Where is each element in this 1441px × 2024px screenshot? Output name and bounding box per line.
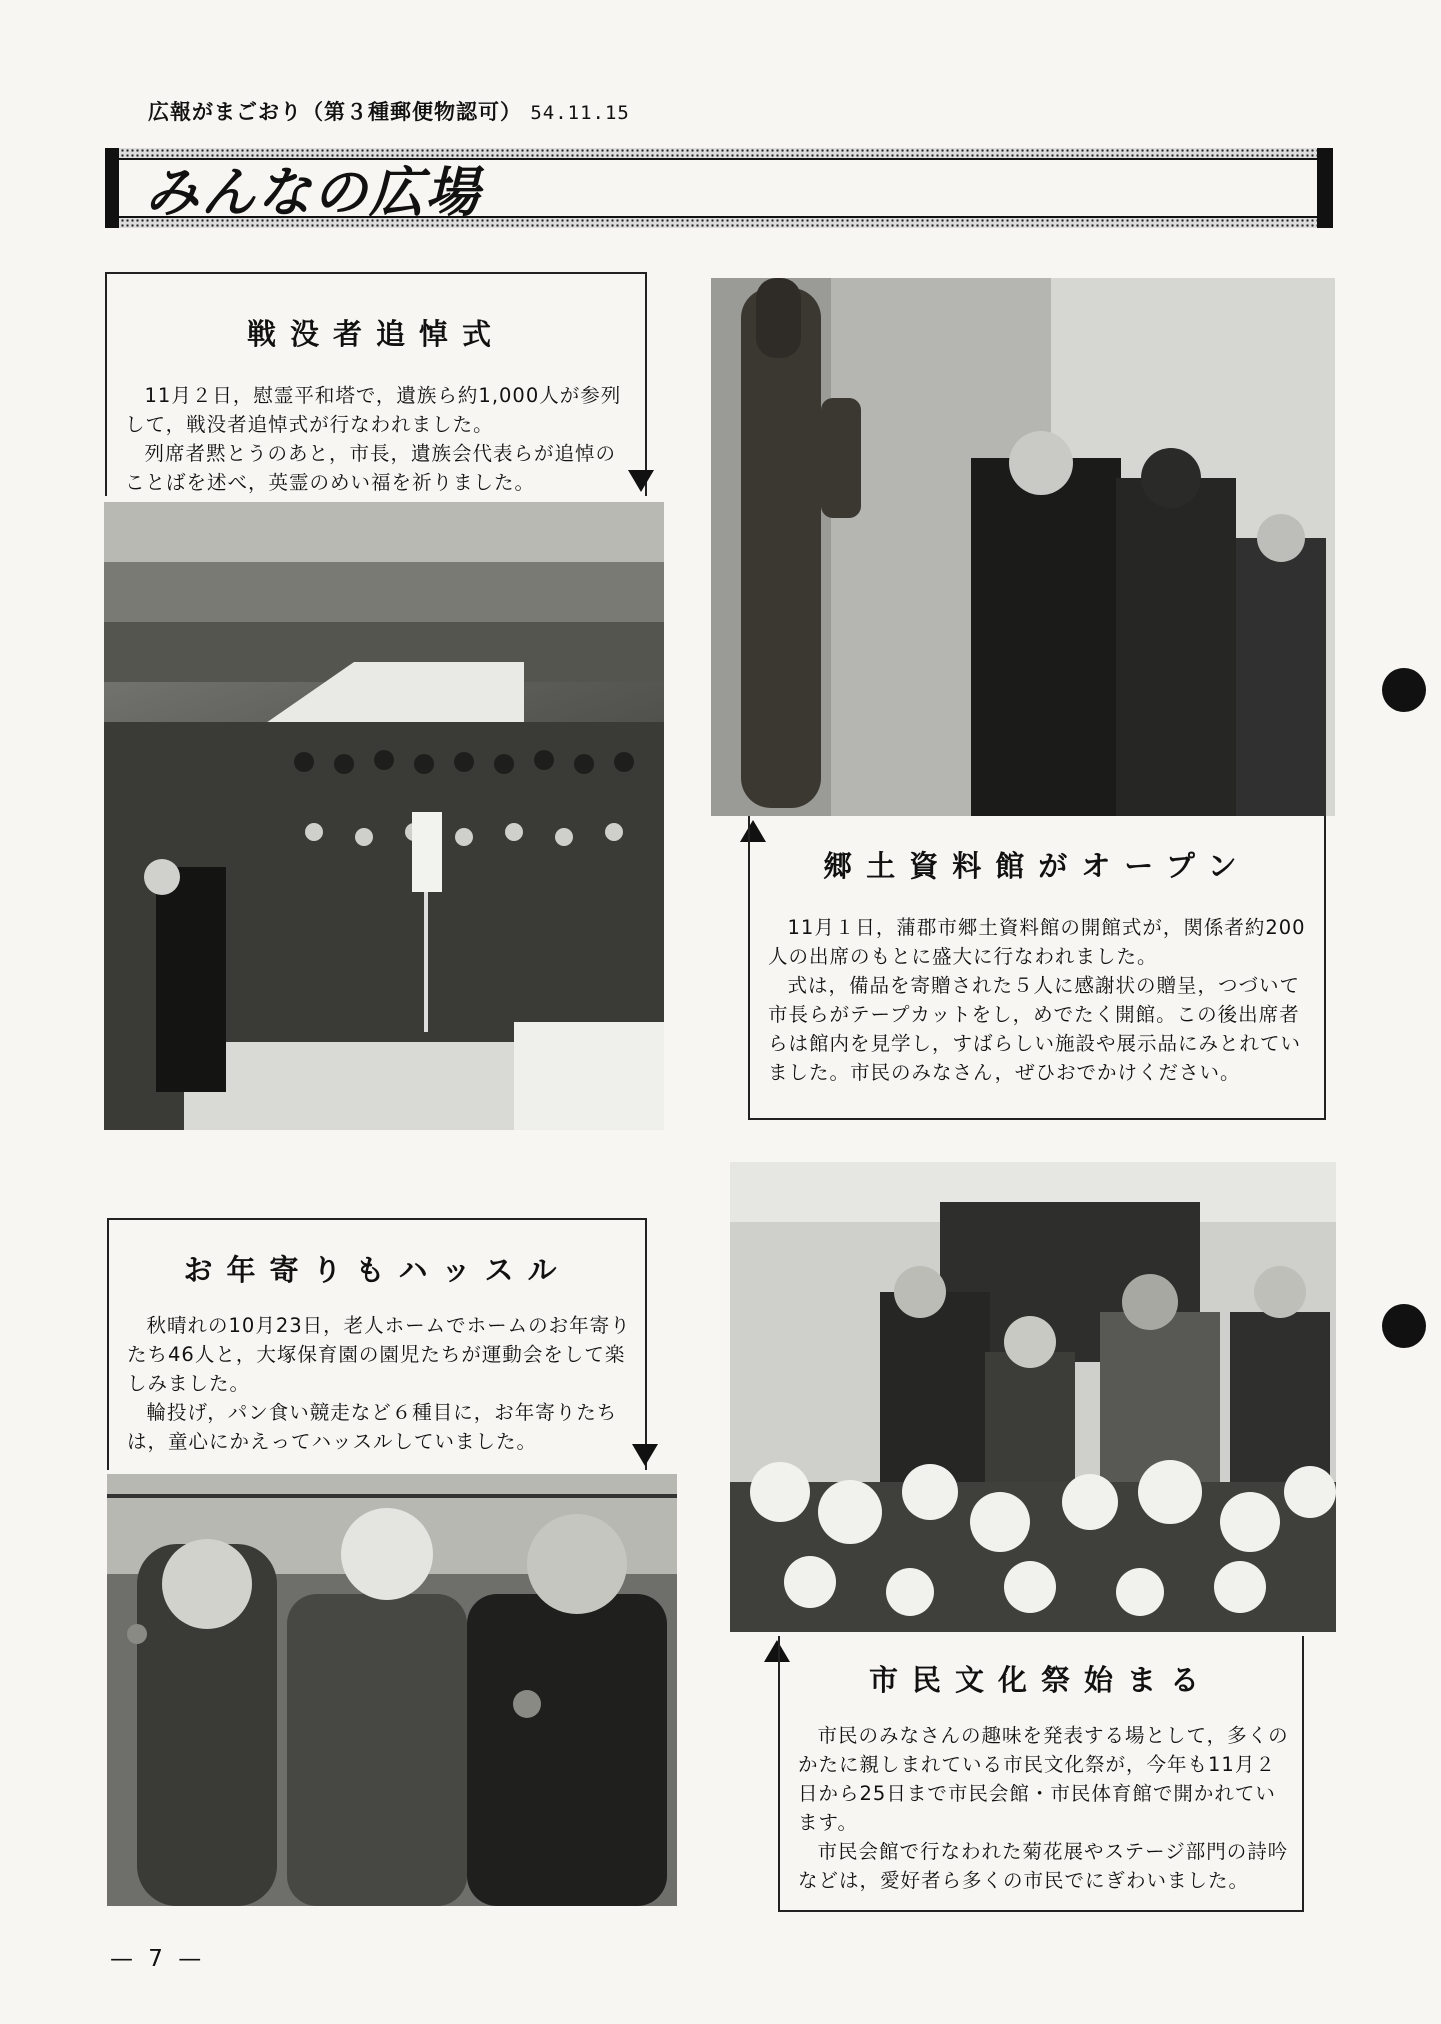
banner-right-bar — [1317, 148, 1333, 228]
article-festival-box — [778, 1636, 1304, 1912]
article-elderly-box — [107, 1218, 647, 1470]
festival-photo-art — [730, 1162, 1336, 1632]
arrow-down-icon — [632, 1444, 658, 1466]
photo-culture-festival — [730, 1162, 1336, 1632]
article-memorial-title: 戦没者追悼式 — [246, 317, 505, 351]
memorial-photo-art — [104, 502, 664, 1130]
article-museum-p2: 式は，備品を寄贈された５人に感謝状の贈呈，つづいて市長らがテープカットをし，めでたく開館。この後出席者らは館内を見学し，すばらしい施設や展示品にみとれていました。市民のみなさん，ぜひおでかけください。 — [768, 974, 1302, 1084]
section-banner — [105, 148, 1333, 228]
page-number: — 7 — — [110, 1946, 206, 1972]
article-elderly-p2: 輪投げ，パン食い競走など６種目に，お年寄りたちは，童心にかえってハッスルしていました。 — [127, 1401, 618, 1453]
article-museum-title: 郷土資料館がオープン — [823, 849, 1251, 883]
photo-museum-opening — [711, 278, 1335, 816]
banner-title: みんなの広場 — [145, 160, 481, 224]
punch-hole-icon — [1382, 1304, 1426, 1348]
publication-date: 54.11.15 — [530, 102, 630, 124]
publication-header — [148, 96, 630, 126]
article-memorial-p1: 11月２日，慰霊平和塔で，遺族ら約1,000人が参列して，戦没者追悼式が行なわれました。 — [125, 384, 622, 436]
article-museum-box — [748, 816, 1326, 1120]
photo-memorial-ceremony — [104, 502, 664, 1130]
article-museum-p1: 11月１日，蒲郡市郷土資料館の開館式が，関係者約200人の出席のもとに盛大に行なわれました。 — [768, 916, 1306, 968]
article-festival-title: 市民文化祭始まる — [868, 1663, 1213, 1697]
article-festival-p1: 市民のみなさんの趣味を発表する場として，多くのかたに親しまれている市民文化祭が，今年も11月２日から25日まで市民会館・市民体育館で開かれています。 — [798, 1724, 1289, 1834]
elderly-photo-art — [107, 1474, 677, 1906]
article-memorial-box — [105, 272, 647, 496]
article-festival-p2: 市民会館で行なわれた菊花展やステージ部門の詩吟などは，愛好者ら多くの市民でにぎわいました。 — [798, 1840, 1289, 1892]
arrow-down-icon — [628, 470, 654, 492]
article-elderly-p1: 秋晴れの10月23日，老人ホームでホームのお年寄りたち46人と，大塚保育園の園児たちが運動会をして楽しみました。 — [127, 1314, 631, 1395]
photo-elderly-sports-day — [107, 1474, 677, 1906]
article-memorial-p2: 列席者黙とうのあと，市長，遺族会代表らが追悼のことばを述べ，英霊のめい福を祈りました。 — [125, 442, 617, 494]
museum-photo-art — [711, 278, 1335, 816]
banner-inner — [119, 158, 1317, 224]
punch-hole-icon — [1382, 668, 1426, 712]
banner-left-bar — [105, 148, 119, 228]
article-elderly-title: お年寄りもハッスル — [183, 1253, 571, 1287]
publication-name: 広報がまごおり（第３種郵便物認可） — [148, 100, 522, 124]
